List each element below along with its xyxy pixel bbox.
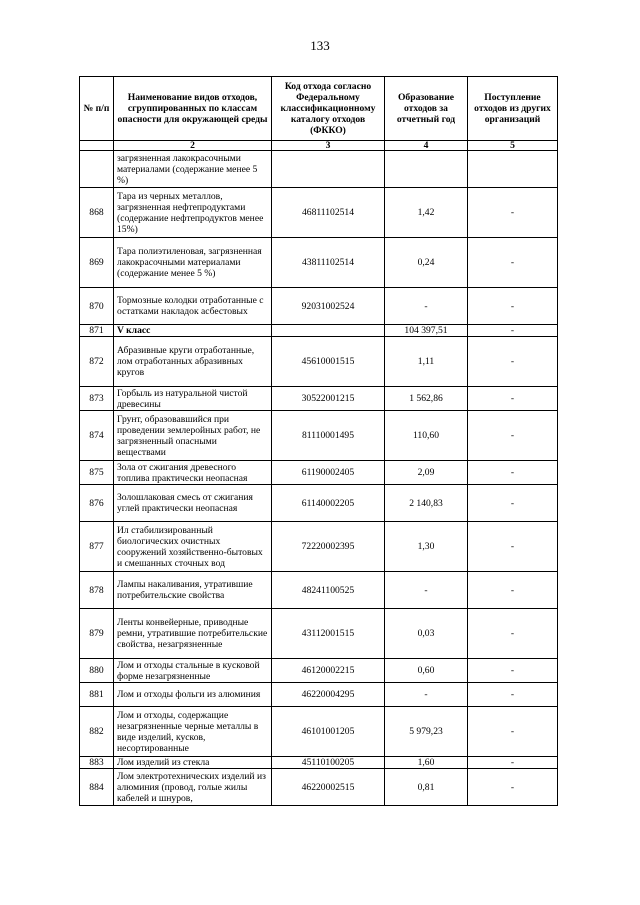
cell-formed: 2 140,83 bbox=[385, 485, 468, 522]
table-row bbox=[80, 188, 558, 238]
cell-name: Горбыль из натуральной чистой древесины bbox=[114, 387, 272, 411]
cell-code: 46101001205 bbox=[272, 707, 385, 757]
table-row bbox=[80, 461, 558, 485]
cell-received: - bbox=[468, 659, 558, 683]
column-number: 5 bbox=[468, 141, 558, 151]
table-row bbox=[80, 485, 558, 522]
cell-received: - bbox=[468, 572, 558, 609]
cell-num: 883 bbox=[80, 757, 114, 769]
cell-num: 874 bbox=[80, 411, 114, 461]
column-number: 3 bbox=[272, 141, 385, 151]
cell-received: - bbox=[468, 461, 558, 485]
cell-formed: 0,03 bbox=[385, 609, 468, 659]
cell-name: Тара из черных металлов, загрязненная нефтепродуктами (содержание нефтепродуктов менее 15%) bbox=[114, 188, 272, 238]
cell-name: Лом и отходы фольги из алюминия bbox=[114, 683, 272, 707]
cell-name: Золошлаковая смесь от сжигания углей практически неопасная bbox=[114, 485, 272, 522]
cell-formed: 5 979,23 bbox=[385, 707, 468, 757]
table-row bbox=[80, 387, 558, 411]
cell-received: - bbox=[468, 188, 558, 238]
cell-name: Лом электротехнических изделий из алюминия (провод, голые жилы кабелей и шнуров, bbox=[114, 769, 272, 806]
cell-num: 879 bbox=[80, 609, 114, 659]
cell-received bbox=[468, 151, 558, 188]
cell-formed: 0,60 bbox=[385, 659, 468, 683]
cell-name: Зола от сжигания древесного топлива практически неопасная bbox=[114, 461, 272, 485]
table-row bbox=[80, 522, 558, 572]
cell-formed: - bbox=[385, 572, 468, 609]
header-received: Поступление отходов из других организаций bbox=[468, 77, 558, 141]
table-header-row bbox=[80, 77, 558, 141]
table-row bbox=[80, 683, 558, 707]
cell-formed: 104 397,51 bbox=[385, 325, 468, 337]
cell-num: 875 bbox=[80, 461, 114, 485]
header-number: № п/п bbox=[80, 77, 114, 141]
cell-num: 873 bbox=[80, 387, 114, 411]
cell-code bbox=[272, 151, 385, 188]
cell-name: Лом и отходы, содержащие незагрязненные черные металлы в виде изделий, кусков, несортированные bbox=[114, 707, 272, 757]
cell-num: 870 bbox=[80, 288, 114, 325]
cell-code: 43112001515 bbox=[272, 609, 385, 659]
table-row bbox=[80, 337, 558, 387]
cell-code: 46120002215 bbox=[272, 659, 385, 683]
cell-formed: - bbox=[385, 288, 468, 325]
cell-code: 46220004295 bbox=[272, 683, 385, 707]
cell-received: - bbox=[468, 238, 558, 288]
cell-received: - bbox=[468, 769, 558, 806]
table-row bbox=[80, 609, 558, 659]
cell-code: 72220002395 bbox=[272, 522, 385, 572]
cell-received: - bbox=[468, 683, 558, 707]
cell-num: 871 bbox=[80, 325, 114, 337]
table-row bbox=[80, 572, 558, 609]
cell-name: Грунт, образовавшийся при проведении землеройных работ, не загрязненный опасными веществами bbox=[114, 411, 272, 461]
cell-code: 46220002515 bbox=[272, 769, 385, 806]
column-number: 4 bbox=[385, 141, 468, 151]
cell-num: 872 bbox=[80, 337, 114, 387]
table-row bbox=[80, 325, 558, 337]
cell-num: 876 bbox=[80, 485, 114, 522]
cell-name: загрязненная лакокрасочными материалами (содержание менее 5 %) bbox=[114, 151, 272, 188]
cell-num: 869 bbox=[80, 238, 114, 288]
cell-received: - bbox=[468, 288, 558, 325]
cell-received: - bbox=[468, 707, 558, 757]
cell-received: - bbox=[468, 522, 558, 572]
cell-formed: 1,11 bbox=[385, 337, 468, 387]
cell-code: 61190002405 bbox=[272, 461, 385, 485]
cell-name: Ил стабилизированный биологических очистных сооружений хозяйственно-бытовых и смешанных сточных вод bbox=[114, 522, 272, 572]
column-number: 2 bbox=[114, 141, 272, 151]
table-body bbox=[80, 151, 558, 806]
table-row bbox=[80, 151, 558, 188]
cell-name: V класс bbox=[114, 325, 272, 337]
cell-num bbox=[80, 151, 114, 188]
cell-num: 884 bbox=[80, 769, 114, 806]
cell-code: 81110001495 bbox=[272, 411, 385, 461]
table-row bbox=[80, 411, 558, 461]
cell-received: - bbox=[468, 337, 558, 387]
cell-formed: - bbox=[385, 683, 468, 707]
cell-code bbox=[272, 325, 385, 337]
table-row bbox=[80, 769, 558, 806]
cell-received: - bbox=[468, 387, 558, 411]
cell-num: 868 bbox=[80, 188, 114, 238]
cell-code: 45110100205 bbox=[272, 757, 385, 769]
cell-formed: 1 562,86 bbox=[385, 387, 468, 411]
cell-formed: 110,60 bbox=[385, 411, 468, 461]
cell-code: 45610001515 bbox=[272, 337, 385, 387]
table-row bbox=[80, 757, 558, 769]
page-number: 133 bbox=[310, 38, 330, 53]
cell-formed bbox=[385, 151, 468, 188]
cell-code: 61140002205 bbox=[272, 485, 385, 522]
column-number bbox=[80, 141, 114, 151]
table-row bbox=[80, 659, 558, 683]
cell-name: Тара полиэтиленовая, загрязненная лакокрасочными материалами (содержание менее 5 %) bbox=[114, 238, 272, 288]
cell-formed: 0,24 bbox=[385, 238, 468, 288]
cell-received: - bbox=[468, 325, 558, 337]
cell-code: 30522001215 bbox=[272, 387, 385, 411]
cell-num: 882 bbox=[80, 707, 114, 757]
cell-name: Лом и отходы стальные в кусковой форме незагрязненные bbox=[114, 659, 272, 683]
cell-received: - bbox=[468, 411, 558, 461]
table-row bbox=[80, 288, 558, 325]
cell-name: Абразивные круги отработанные, лом отработанных абразивных кругов bbox=[114, 337, 272, 387]
cell-received: - bbox=[468, 609, 558, 659]
cell-code: 92031002524 bbox=[272, 288, 385, 325]
header-formation: Образование отходов за отчетный год bbox=[385, 77, 468, 141]
cell-num: 880 bbox=[80, 659, 114, 683]
cell-name: Ленты конвейерные, приводные ремни, утратившие потребительские свойства, незагрязненные bbox=[114, 609, 272, 659]
cell-formed: 1,60 bbox=[385, 757, 468, 769]
cell-received: - bbox=[468, 485, 558, 522]
cell-formed: 1,42 bbox=[385, 188, 468, 238]
header-fkko-code: Код отхода согласно Федеральному классификационному каталогу отходов (ФККО) bbox=[272, 77, 385, 141]
cell-name: Лампы накаливания, утратившие потребительские свойства bbox=[114, 572, 272, 609]
cell-num: 881 bbox=[80, 683, 114, 707]
cell-name: Лом изделий из стекла bbox=[114, 757, 272, 769]
waste-table bbox=[79, 76, 558, 806]
cell-formed: 0,81 bbox=[385, 769, 468, 806]
cell-formed: 2,09 bbox=[385, 461, 468, 485]
cell-num: 877 bbox=[80, 522, 114, 572]
cell-name: Тормозные колодки отработанные с остатками накладок асбестовых bbox=[114, 288, 272, 325]
header-waste-name: Наименование видов отходов, сгруппированных по классам опасности для окружающей среды bbox=[114, 77, 272, 141]
cell-code: 48241100525 bbox=[272, 572, 385, 609]
column-numbers-row bbox=[80, 141, 558, 151]
table-row bbox=[80, 238, 558, 288]
cell-received: - bbox=[468, 757, 558, 769]
cell-code: 46811102514 bbox=[272, 188, 385, 238]
cell-code: 43811102514 bbox=[272, 238, 385, 288]
table-row bbox=[80, 707, 558, 757]
cell-num: 878 bbox=[80, 572, 114, 609]
cell-formed: 1,30 bbox=[385, 522, 468, 572]
